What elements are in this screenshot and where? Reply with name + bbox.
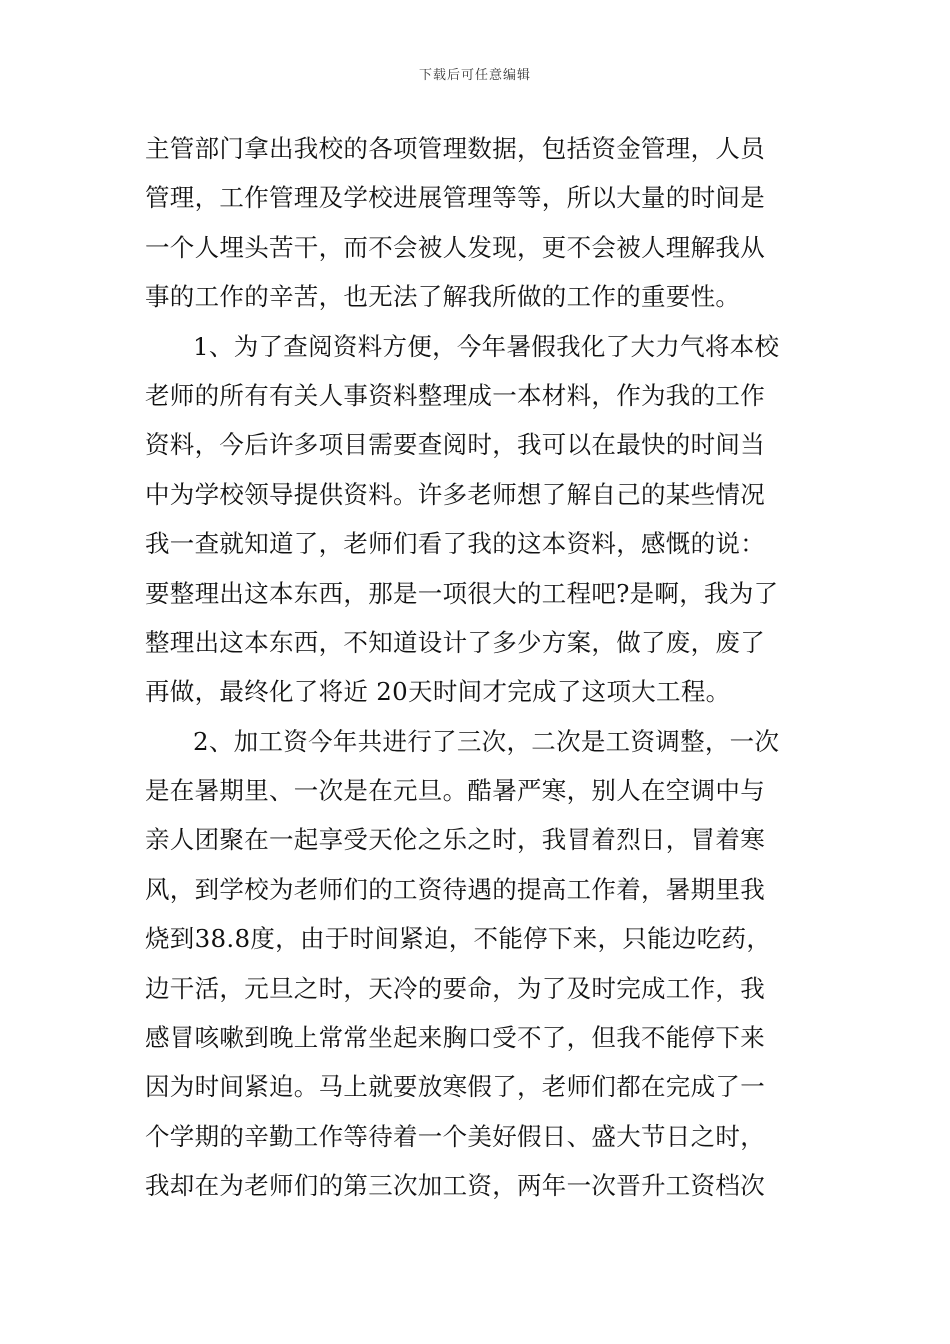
text-line: 亲人团聚在一起享受天伦之乐之时，我冒着烈日，冒着寒 (145, 825, 765, 855)
text-line: 要整理出这本东西，那是一项很大的工程吧?是啊，我为了 (145, 578, 779, 608)
page-header: 下载后可任意编辑 (418, 68, 531, 83)
paragraph-start-line: 2、加工资今年共进行了三次，二次是工资调整，一次 (193, 726, 780, 756)
text-line: 整理出这本东西，不知道设计了多少方案，做了废，废了 (145, 627, 765, 657)
text-line: 边干活，元旦之时，天冷的要命，为了及时完成工作，我 (145, 973, 765, 1003)
text-line: 感冒咳嗽到晚上常常坐起来胸口受不了，但我不能停下来 (145, 1023, 765, 1053)
text-line: 是在暑期里、一次是在元旦。酷暑严寒，别人在空调中与 (145, 776, 765, 806)
text-line: 我却在为老师们的第三次加工资，两年一次晋升工资档次 (145, 1171, 765, 1201)
text-line: 管理，工作管理及学校进展管理等等，所以大量的时间是 (145, 183, 765, 213)
text-line: 老师的所有有关人事资料整理成一本材料，作为我的工作 (145, 380, 765, 410)
text-line: 事的工作的辛苦，也无法了解我所做的工作的重要性。 (145, 282, 741, 312)
text-line: 中为学校领导提供资料。许多老师想了解自己的某些情况 (145, 479, 765, 509)
text-line: 我一查就知道了，老师们看了我的这本资料，感慨的说： (145, 529, 765, 559)
text-line: 风，到学校为老师们的工资待遇的提高工作着，暑期里我 (145, 874, 765, 904)
text-line: 烧到38.8度，由于时间紧迫，不能停下来，只能边吃药， (145, 924, 772, 954)
text-line: 因为时间紧迫。马上就要放寒假了，老师们都在完成了一 (145, 1072, 765, 1102)
text-line: 资料，今后许多项目需要查阅时，我可以在最快的时间当 (145, 430, 765, 460)
paragraph-start-line: 1、为了查阅资料方便，今年暑假我化了大力气将本校 (193, 331, 780, 361)
text-line: 一个人埋头苦干，而不会被人发现，更不会被人理解我从 (145, 232, 765, 262)
text-line: 再做，最终化了将近 20天时间才完成了这项大工程。 (145, 677, 731, 707)
text-line: 主管部门拿出我校的各项管理数据，包括资金管理，人员 (145, 134, 765, 163)
document-body (145, 124, 815, 1211)
text-line: 个学期的辛勤工作等待着一个美好假日、盛大节日之时， (145, 1121, 765, 1151)
